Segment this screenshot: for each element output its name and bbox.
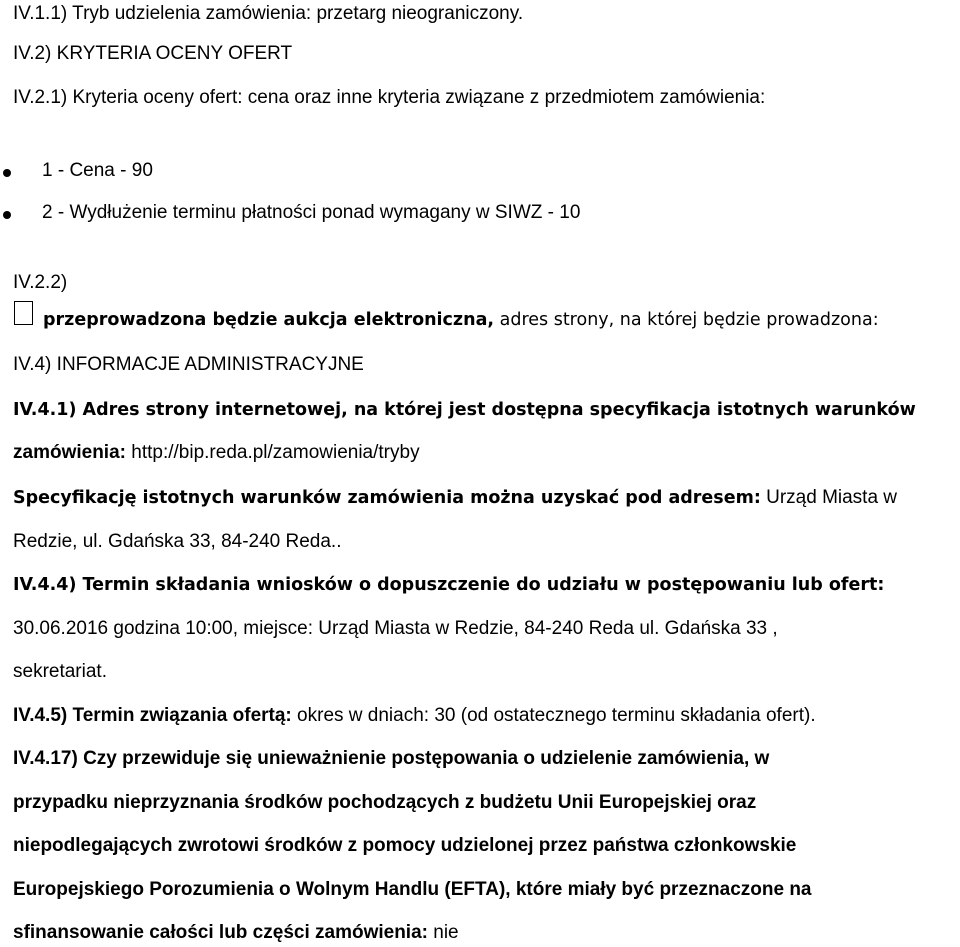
termin-skladania-value-2: sekretariat. — [13, 661, 107, 682]
tryb-udzielenia-label: IV.1.1) Tryb udzielenia zamówienia: — [13, 3, 312, 24]
informacje-heading: IV.4) INFORMACJE ADMINISTRACYJNE — [13, 354, 364, 375]
uniewaznienie-line-4: Europejskiego Porozumienia o Wolnym Handlu (EFTA), które miały być przeznaczone na — [13, 879, 812, 900]
kryteria-heading: IV.2) KRYTERIA OCENY OFERT — [13, 43, 293, 64]
uniewaznienie-line-3: niepodlegających zwrotowi środków z pomocy udzielonej przez państwa członkowskie — [13, 835, 797, 856]
adres-strony-line-2 — [13, 442, 956, 464]
siwz-value-1: Urząd Miasta w — [760, 487, 898, 508]
uniewaznienie-line-5 — [13, 922, 956, 944]
kryteria-oceny-value: cena oraz inne kryteria związane z przedmiotem zamówienia: — [242, 87, 766, 108]
auction-checkbox[interactable] — [14, 301, 33, 325]
termin-skladania-value-1: 30.06.2016 godzina 10:00, miejsce: Urząd Miasta w Redzie, 84-240 Reda ul. Gdańska 33 , — [13, 618, 778, 639]
kryteria-oceny-line — [13, 87, 956, 109]
tryb-udzielenia-value: przetarg nieograniczony. — [311, 3, 524, 24]
bip-url-link[interactable]: http://bip.reda.pl/zamowienia/tryby — [125, 442, 420, 463]
aukcja-value: adres strony, na której będzie prowadzona: — [494, 310, 879, 330]
termin-zwiazania-label: IV.4.5) Termin związania ofertą: — [13, 705, 292, 726]
termin-skladania-label: IV.4.4) Termin składania wniosków o dopuszczenie do udziału w postępowaniu lub ofert: — [13, 575, 885, 595]
termin-zwiazania-value: okres w dniach: 30 (od ostatecznego terminu składania ofert). — [291, 705, 816, 726]
kryteria-oceny-label: IV.2.1) Kryteria oceny ofert: — [13, 87, 243, 108]
uniewaznienie-answer: nie — [427, 922, 459, 943]
tryb-udzielenia-line — [13, 3, 956, 25]
aukcja-section-label: IV.2.2) — [13, 272, 68, 293]
aukcja-line — [43, 309, 956, 331]
bullet-icon — [3, 211, 11, 219]
adres-strony-line-1: IV.4.1) Adres strony internetowej, na której jest dostępna specyfikacja istotnych warunków — [13, 400, 916, 420]
criteria-item-1: 1 - Cena - 90 — [42, 160, 153, 181]
siwz-line-2: Redzie, ul. Gdańska 33, 84-240 Reda.. — [13, 531, 342, 552]
criteria-item-2: 2 - Wydłużenie terminu płatności ponad wymagany w SIWZ - 10 — [42, 202, 581, 223]
termin-zwiazania-line — [13, 705, 956, 727]
uniewaznienie-line-2: przypadku nieprzyznania środków pochodzących z budżetu Unii Europejskiej oraz — [13, 792, 757, 813]
bullet-icon — [3, 169, 11, 177]
siwz-line-1 — [13, 487, 956, 509]
uniewaznienie-line-1: IV.4.17) Czy przewiduje się unieważnienie postępowania o udzielenie zamówienia, w — [13, 748, 770, 769]
uniewaznienie-last-label: sfinansowanie całości lub części zamówienia: — [13, 922, 428, 943]
aukcja-label: przeprowadzona będzie aukcja elektroniczna, — [43, 310, 495, 330]
siwz-label: Specyfikację istotnych warunków zamówienia można uzyskać pod adresem: — [13, 488, 761, 508]
adres-strony-label: zamówienia: — [13, 442, 126, 463]
